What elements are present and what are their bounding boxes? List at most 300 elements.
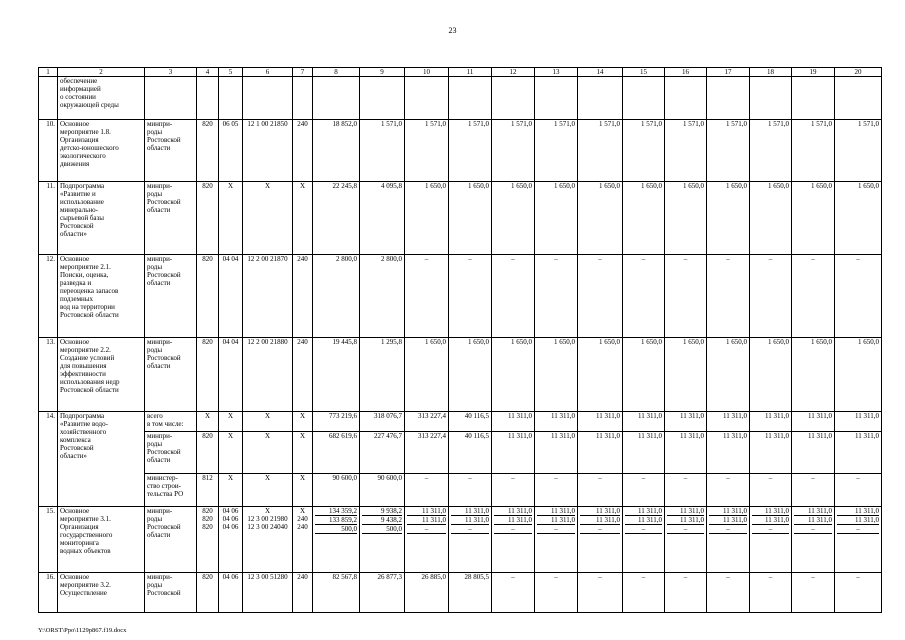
amount-cell <box>535 77 578 120</box>
amount-cell: 1 650,0 <box>835 338 882 412</box>
amount-line: 11 311,0 <box>580 516 620 525</box>
grbs-code: X <box>197 412 219 432</box>
amount-cell: 1 571,0 <box>750 120 792 182</box>
column-number: 18 <box>750 68 792 77</box>
cell-line: 240 <box>297 515 308 523</box>
cell-line: минпри- <box>147 432 173 440</box>
cell-line: минпри- <box>147 338 173 346</box>
amount-line: 11 311,0 <box>625 507 662 516</box>
column-number: 13 <box>535 68 578 77</box>
executor <box>145 77 197 120</box>
amount-cell: – <box>707 573 750 613</box>
amount-cell: 90 600,0 <box>360 474 405 507</box>
vr-code: 240 <box>293 573 313 613</box>
cell-line: Ростовской <box>60 444 94 452</box>
amount-cell: 40 116,5 <box>449 412 492 432</box>
amount-cell: 28 805,5 <box>449 573 492 613</box>
amount-cell: 11 311,0 <box>578 412 623 432</box>
cell-line: Ростовской области <box>60 311 119 319</box>
grbs-code: 820 <box>197 432 219 474</box>
cell-line: Поиски, оценка, <box>60 271 109 279</box>
amount-stack <box>623 507 665 573</box>
cell-line: области <box>147 362 171 370</box>
amount-line: 11 311,0 <box>752 507 789 516</box>
amount-cell: 11 311,0 <box>492 412 535 432</box>
row-number: 13. <box>39 338 58 412</box>
page-number: 23 <box>448 26 457 35</box>
amount-line: – <box>580 525 620 534</box>
amount-cell: 11 311,0 <box>492 432 535 474</box>
cell-line: тельства РО <box>147 490 184 498</box>
amount-cell <box>623 77 665 120</box>
table-row <box>39 412 882 432</box>
cell-line: государственного <box>60 531 113 539</box>
amount-cell: 1 571,0 <box>535 120 578 182</box>
activity-name <box>58 338 145 412</box>
rzpr-code: 04 04 <box>219 255 243 338</box>
amount-stack <box>750 507 792 573</box>
cell-line: мониторинга <box>60 539 99 547</box>
amount-cell: – <box>623 474 665 507</box>
cell-line: водных объектов <box>60 547 111 555</box>
cell-line: 12 3 00 24040 <box>247 523 288 531</box>
table-row <box>39 338 882 412</box>
amount-cell: 1 571,0 <box>405 120 449 182</box>
amount-line: 11 311,0 <box>709 507 747 516</box>
amount-line: 11 311,0 <box>625 516 662 525</box>
amount-line: 11 311,0 <box>709 516 747 525</box>
grbs-code: 812 <box>197 474 219 507</box>
amount-cell: – <box>535 573 578 613</box>
cell-line: переоценка запасов <box>60 287 119 295</box>
cell-line: 820 <box>202 523 213 531</box>
amount-line: – <box>451 525 489 534</box>
vr-code: 240 <box>293 338 313 412</box>
cell-line: области <box>147 456 171 464</box>
csr-code: X <box>243 182 293 255</box>
amount-cell <box>707 77 750 120</box>
activity-name <box>58 255 145 338</box>
amount-cell: 11 311,0 <box>623 432 665 474</box>
column-number: 3 <box>145 68 197 77</box>
cell-line: роды <box>147 346 163 354</box>
cell-line: Создание условий <box>60 354 115 362</box>
amount-cell: 1 650,0 <box>623 338 665 412</box>
activity-name <box>58 77 145 120</box>
amount-cell: – <box>835 573 882 613</box>
vr-code: 240 <box>293 255 313 338</box>
cell-line: экологического <box>60 152 106 160</box>
amount-cell: 1 650,0 <box>792 338 835 412</box>
amount-cell: 11 311,0 <box>835 412 882 432</box>
grbs-code: 820 <box>197 120 219 182</box>
amount-line: 11 311,0 <box>537 516 575 525</box>
amount-cell: 11 311,0 <box>707 412 750 432</box>
cell-line: министер- <box>147 474 178 482</box>
vr-code <box>293 507 313 573</box>
amount-line: 11 311,0 <box>837 507 879 516</box>
activity-name <box>58 120 145 182</box>
cell-line: Ростовской <box>147 354 181 362</box>
amount-line: 11 311,0 <box>667 507 704 516</box>
amount-cell: – <box>707 255 750 338</box>
amount-line: – <box>625 525 662 534</box>
row-number: 16. <box>39 573 58 613</box>
amount-cell: 11 311,0 <box>578 432 623 474</box>
file-path-footer: Y:\ORST\Ppo\1129p867.f19.docx <box>38 627 127 634</box>
cell-line: мероприятие 2.1. <box>60 263 111 271</box>
column-number: 20 <box>835 68 882 77</box>
amount-stack <box>535 507 578 573</box>
amount-cell: 11 311,0 <box>665 432 707 474</box>
amount-cell: 318 076,7 <box>360 412 405 432</box>
cell-line: информацией <box>60 85 101 93</box>
cell-line: Ростовской <box>147 589 181 597</box>
amount-line: – <box>837 525 879 534</box>
amount-cell: 1 571,0 <box>623 120 665 182</box>
amount-cell: – <box>623 255 665 338</box>
cell-line: комплекса <box>60 436 91 444</box>
cell-line: Ростовской области <box>60 386 119 394</box>
amount-line: 11 311,0 <box>537 507 575 516</box>
cell-line: минпри- <box>147 507 173 515</box>
csr-code <box>243 77 293 120</box>
amount-line: – <box>667 525 704 534</box>
cell-line: 04 06 <box>222 515 239 523</box>
cell-line: «Развитие и <box>60 190 96 198</box>
amount-cell: – <box>492 474 535 507</box>
executor <box>145 120 197 182</box>
activity-name <box>58 507 145 573</box>
amount-cell: 1 571,0 <box>449 120 492 182</box>
cell-line: Ростовской <box>147 448 181 456</box>
executor <box>145 182 197 255</box>
column-number: 16 <box>665 68 707 77</box>
amount-cell: 1 571,0 <box>492 120 535 182</box>
column-number-row <box>39 68 882 77</box>
column-number: 19 <box>792 68 835 77</box>
row-number: 15. <box>39 507 58 573</box>
cell-line: минпри- <box>147 182 173 190</box>
csr-code: 12 2 00 21880 <box>243 338 293 412</box>
csr-code: 12 3 00 51280 <box>243 573 293 613</box>
amount-cell: – <box>405 255 449 338</box>
executor <box>145 573 197 613</box>
amount-cell: – <box>792 573 835 613</box>
amount-cell: 2 800,0 <box>313 255 360 338</box>
amount-cell: 1 650,0 <box>578 338 623 412</box>
amount-cell: 1 571,0 <box>792 120 835 182</box>
amount-cell: – <box>578 573 623 613</box>
cell-line: роды <box>147 581 163 589</box>
amount-cell: 313 227,4 <box>405 412 449 432</box>
column-number: 14 <box>578 68 623 77</box>
amount-cell: 1 650,0 <box>405 182 449 255</box>
amount-line: 133 859,2 <box>315 516 357 525</box>
cell-line: роды <box>147 515 163 523</box>
cell-line: мероприятие 1.8. <box>60 128 111 136</box>
cell-line: Ростовской <box>60 222 94 230</box>
amount-cell: – <box>492 255 535 338</box>
amount-line: – <box>537 525 575 534</box>
amount-cell <box>578 77 623 120</box>
amount-cell: 313 227,4 <box>405 432 449 474</box>
grbs-code: 820 <box>197 338 219 412</box>
amount-cell: – <box>835 474 882 507</box>
cell-line: всего <box>147 412 163 420</box>
cell-line: движения <box>60 160 90 168</box>
amount-line: – <box>709 525 747 534</box>
cell-line: Основное <box>60 507 90 515</box>
amount-line: 11 311,0 <box>794 516 832 525</box>
amount-line: – <box>794 525 832 534</box>
amount-cell: – <box>750 573 792 613</box>
amount-cell: 1 650,0 <box>535 338 578 412</box>
amount-stack <box>492 507 535 573</box>
cell-line: роды <box>147 190 163 198</box>
amount-cell: 82 567,8 <box>313 573 360 613</box>
amount-cell: – <box>665 573 707 613</box>
amount-cell: 1 571,0 <box>360 120 405 182</box>
amount-cell: 682 619,6 <box>313 432 360 474</box>
row-number: 14. <box>39 412 58 507</box>
cell-line: минпри- <box>147 255 173 263</box>
amount-line: – <box>752 525 789 534</box>
table-row <box>39 432 882 474</box>
vr-code: X <box>293 182 313 255</box>
amount-cell: – <box>535 474 578 507</box>
table-row <box>39 507 882 573</box>
cell-line: подземных <box>60 295 93 303</box>
amount-cell <box>665 77 707 120</box>
amount-cell: – <box>623 573 665 613</box>
amount-cell: 773 219,6 <box>313 412 360 432</box>
cell-line: Подпрограмма <box>60 182 105 190</box>
row-number: 10. <box>39 120 58 182</box>
cell-line: для повышения <box>60 362 107 370</box>
csr-code: X <box>243 432 293 474</box>
cell-line: Основное <box>60 255 90 263</box>
cell-line: использование <box>60 198 104 206</box>
activity-name <box>58 182 145 255</box>
cell-line: ство строи- <box>147 482 182 490</box>
cell-line: роды <box>147 440 163 448</box>
amount-cell: – <box>665 474 707 507</box>
cell-line: Организация <box>60 136 99 144</box>
column-number: 8 <box>313 68 360 77</box>
amount-line: 11 311,0 <box>451 516 489 525</box>
column-number: 15 <box>623 68 665 77</box>
table-row <box>39 474 882 507</box>
cell-line: Основное <box>60 120 90 128</box>
cell-line: мероприятие 3.2. <box>60 581 111 589</box>
amount-cell <box>492 77 535 120</box>
amount-cell: 26 877,3 <box>360 573 405 613</box>
amount-line: 134 359,2 <box>315 507 357 516</box>
amount-cell: 11 311,0 <box>665 412 707 432</box>
amount-line: – <box>407 525 446 534</box>
cell-line: X <box>264 507 271 515</box>
row-number: 11. <box>39 182 58 255</box>
amount-cell: – <box>449 474 492 507</box>
grbs-code: 820 <box>197 255 219 338</box>
amount-cell: 1 295,8 <box>360 338 405 412</box>
executor <box>145 412 197 432</box>
amount-cell: 1 650,0 <box>665 182 707 255</box>
rzpr-code: 06 05 <box>219 120 243 182</box>
cell-line: использования недр <box>60 378 120 386</box>
amount-cell: – <box>405 474 449 507</box>
amount-cell: 11 311,0 <box>792 432 835 474</box>
executor <box>145 507 197 573</box>
amount-cell: – <box>578 255 623 338</box>
cell-line: Основное <box>60 338 90 346</box>
column-number: 10 <box>405 68 449 77</box>
grbs-code <box>197 77 219 120</box>
amount-stack <box>835 507 882 573</box>
cell-line: 240 <box>297 523 308 531</box>
amount-cell <box>835 77 882 120</box>
grbs-code <box>197 507 219 573</box>
amount-cell: – <box>835 255 882 338</box>
amount-line: 11 311,0 <box>407 516 446 525</box>
executor <box>145 338 197 412</box>
amount-line: 11 311,0 <box>451 507 489 516</box>
cell-line: 820 <box>202 507 213 515</box>
cell-line: минпри- <box>147 120 173 128</box>
amount-cell: 11 311,0 <box>535 432 578 474</box>
table-row <box>39 120 882 182</box>
amount-cell: 90 600,0 <box>313 474 360 507</box>
row-number <box>39 77 58 120</box>
table-body <box>39 68 882 613</box>
column-number: 12 <box>492 68 535 77</box>
cell-line: Организация <box>60 523 99 531</box>
activity-name <box>58 573 145 613</box>
amount-cell: – <box>578 474 623 507</box>
amount-line: – <box>494 525 532 534</box>
amount-cell: 11 311,0 <box>750 412 792 432</box>
amount-cell: 1 650,0 <box>835 182 882 255</box>
amount-cell <box>313 77 360 120</box>
amount-cell: 1 650,0 <box>623 182 665 255</box>
amount-stack <box>313 507 360 573</box>
cell-line: области» <box>60 452 87 460</box>
amount-stack <box>449 507 492 573</box>
amount-cell: – <box>449 255 492 338</box>
column-number: 1 <box>39 68 58 77</box>
amount-cell: 1 650,0 <box>665 338 707 412</box>
amount-cell: 1 650,0 <box>707 182 750 255</box>
amount-cell: – <box>492 573 535 613</box>
cell-line: детско-юношеского <box>60 144 119 152</box>
executor <box>145 474 197 507</box>
amount-cell: 1 650,0 <box>535 182 578 255</box>
cell-line: минпри- <box>147 573 173 581</box>
grbs-code: 820 <box>197 573 219 613</box>
cell-line: Ростовской <box>147 136 181 144</box>
amount-line: 11 311,0 <box>407 507 446 516</box>
amount-cell: 18 852,0 <box>313 120 360 182</box>
cell-line: 04 06 <box>222 507 239 515</box>
csr-code: 12 1 00 21850 <box>243 120 293 182</box>
cell-line: 820 <box>202 515 213 523</box>
amount-cell: 227 476,7 <box>360 432 405 474</box>
amount-cell: 1 571,0 <box>835 120 882 182</box>
amount-cell: 1 650,0 <box>449 182 492 255</box>
amount-cell: 19 445,8 <box>313 338 360 412</box>
rzpr-code: X <box>219 474 243 507</box>
amount-cell <box>360 77 405 120</box>
table-row <box>39 182 882 255</box>
amount-cell: 1 650,0 <box>449 338 492 412</box>
amount-line: 11 311,0 <box>580 507 620 516</box>
amount-cell: 1 650,0 <box>492 182 535 255</box>
cell-line: минерально- <box>60 206 98 214</box>
amount-cell: 1 650,0 <box>578 182 623 255</box>
cell-line: окружающей среды <box>60 101 119 109</box>
amount-line: 11 311,0 <box>752 516 789 525</box>
cell-line: разведка и <box>60 279 92 287</box>
grbs-code: 820 <box>197 182 219 255</box>
amount-cell: 11 311,0 <box>792 412 835 432</box>
cell-line: мероприятие 3.1. <box>60 515 111 523</box>
rzpr-code: X <box>219 432 243 474</box>
amount-line: 11 311,0 <box>494 516 532 525</box>
cell-line: сырьевой базы <box>60 214 104 222</box>
amount-stack <box>360 507 405 573</box>
amount-cell: 2 800,0 <box>360 255 405 338</box>
cell-line: 12 3 00 21980 <box>247 515 288 523</box>
vr-code <box>293 77 313 120</box>
cell-line: эффективности <box>60 370 106 378</box>
csr-code: 12 2 00 21870 <box>243 255 293 338</box>
rzpr-code: 04 06 <box>219 573 243 613</box>
amount-cell: 1 650,0 <box>707 338 750 412</box>
executor <box>145 255 197 338</box>
cell-line: области <box>147 531 171 539</box>
activity-name <box>58 412 145 507</box>
amount-cell: 4 095,8 <box>360 182 405 255</box>
amount-line: 11 311,0 <box>794 507 832 516</box>
amount-line: 11 311,0 <box>667 516 704 525</box>
amount-cell: 1 650,0 <box>492 338 535 412</box>
amount-cell <box>750 77 792 120</box>
cell-line: Основное <box>60 573 90 581</box>
cell-line: области <box>147 144 171 152</box>
cell-line: Осуществление <box>60 589 107 597</box>
amount-stack <box>578 507 623 573</box>
cell-line: о состоянии <box>60 93 96 101</box>
column-number: 4 <box>197 68 219 77</box>
budget-table <box>38 67 882 613</box>
cell-line: роды <box>147 263 163 271</box>
amount-cell: – <box>792 474 835 507</box>
amount-line: 11 311,0 <box>494 507 532 516</box>
table-row <box>39 573 882 613</box>
cell-line: хозяйственного <box>60 428 107 436</box>
rzpr-code <box>219 77 243 120</box>
executor <box>145 432 197 474</box>
cell-line: Ростовской <box>147 271 181 279</box>
column-number: 2 <box>58 68 145 77</box>
cell-line: области» <box>60 230 87 238</box>
cell-line: Ростовской <box>147 523 181 531</box>
cell-line: мероприятие 2.2. <box>60 346 111 354</box>
amount-cell <box>449 77 492 120</box>
cell-line: X <box>299 507 306 515</box>
amount-stack <box>707 507 750 573</box>
